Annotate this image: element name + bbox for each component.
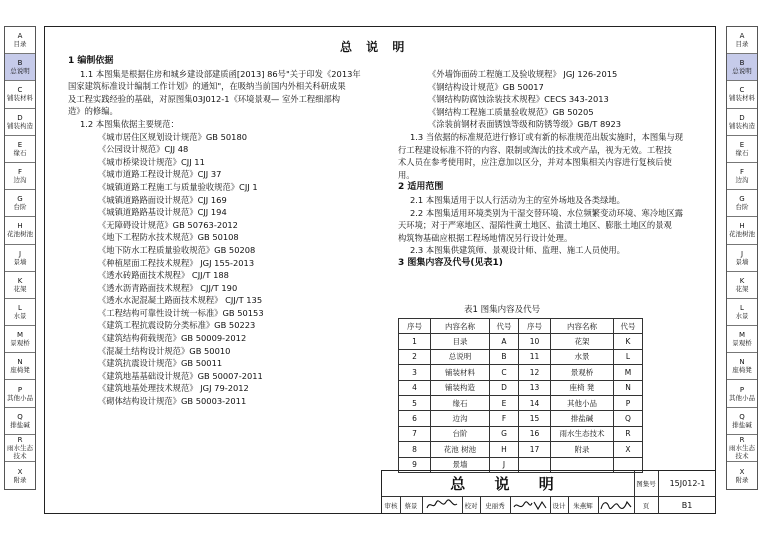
tab-label: 景墙 xyxy=(13,257,27,266)
standard-reference: 《城市道路工程设计规范》CJJ 37 xyxy=(98,169,222,180)
drawing-name: 总 说 明 xyxy=(382,471,635,497)
review-label: 审核 xyxy=(382,496,401,514)
column-header: 代号 xyxy=(490,319,519,334)
left-tab-e[interactable] xyxy=(5,136,35,163)
column-header: 代号 xyxy=(614,319,643,334)
page-label: 页 xyxy=(634,496,659,514)
tab-letter: H xyxy=(739,222,745,231)
tab-label: 台阶 xyxy=(735,203,749,212)
tab-label: 总说明 xyxy=(10,67,30,76)
table-cell: 17 xyxy=(519,442,551,457)
tab-letter: C xyxy=(739,86,745,95)
left-tab-l[interactable] xyxy=(5,299,35,326)
standard-reference: 《地下防水工程质量验收规范》GB 50208 xyxy=(98,244,256,255)
tab-label: 铺装构造 xyxy=(729,121,755,130)
table-row xyxy=(399,395,643,410)
tab-label: 雨水生态技术 xyxy=(7,443,33,460)
tab-letter: B xyxy=(17,59,23,68)
paragraph-line: 国家建筑标准设计编制工作计划》的通知"，在吸纳当前国内外相关科研成果 xyxy=(68,81,346,92)
table-cell: 5 xyxy=(399,395,431,410)
atlas-number-label: 图集号 xyxy=(634,471,659,497)
tab-label: 景观桥 xyxy=(732,339,752,348)
tab-letter: G xyxy=(739,195,745,204)
left-text-column xyxy=(68,55,361,408)
tab-letter: X xyxy=(17,467,23,476)
table-cell: P xyxy=(614,395,643,410)
tab-label: 缘石 xyxy=(13,148,27,157)
tab-label: 铺装材料 xyxy=(7,94,33,103)
right-tab-c[interactable] xyxy=(727,81,757,108)
tab-label: 花架 xyxy=(13,284,27,293)
table-cell: J xyxy=(490,457,519,472)
standard-reference: 《建筑结构荷载规范》GB 50009-2012 xyxy=(98,333,247,344)
table-cell: M xyxy=(614,365,643,380)
table-cell: 附录 xyxy=(551,442,614,457)
tab-label: 总说明 xyxy=(732,67,752,76)
tab-label: 缘石 xyxy=(735,148,749,157)
tab-label: 目录 xyxy=(13,40,27,49)
table-row xyxy=(399,442,643,457)
right-tab-p[interactable] xyxy=(727,380,757,407)
paragraph-line: 造》的修编。 xyxy=(68,106,118,117)
table-cell: 4 xyxy=(399,380,431,395)
table-cell: B xyxy=(490,349,519,364)
right-tab-e[interactable] xyxy=(727,136,757,163)
standard-reference: 《城市桥梁设计规范》CJJ 11 xyxy=(98,156,205,167)
tab-letter: F xyxy=(739,168,745,177)
table-cell: 15 xyxy=(519,411,551,426)
section-heading: 1 编制依据 xyxy=(68,56,114,66)
tab-label: 台阶 xyxy=(13,203,27,212)
review-signature-scribble xyxy=(424,498,460,512)
standard-reference: 《公园设计规范》CJJ 48 xyxy=(98,144,189,155)
standard-reference: 《城镇道路路基设计规范》CJJ 194 xyxy=(98,207,227,218)
table-cell: 12 xyxy=(519,365,551,380)
table-row xyxy=(399,334,643,349)
left-tab-b[interactable] xyxy=(5,54,35,81)
left-tab-j[interactable] xyxy=(5,245,35,272)
tab-letter: R xyxy=(17,435,23,444)
review-signature xyxy=(422,496,463,514)
left-tab-c[interactable] xyxy=(5,81,35,108)
paragraph-line: 1.1 本图集是根据住房和城乡建设部建质函[2013] 86号"关于印发《2013年 xyxy=(80,68,361,79)
left-tab-r[interactable] xyxy=(5,435,35,462)
paragraph-line: 用。 xyxy=(398,169,415,180)
paragraph-line: 2.2 本图集适用环境类别为干湿交替环境、水位频繁变动环境、寒冷地区露 xyxy=(410,207,684,218)
tab-letter: N xyxy=(17,358,23,367)
tab-letter: H xyxy=(17,222,23,231)
standard-reference: 《涂装前钢材表面锈蚀等级和防锈等级》GB/T 8923 xyxy=(428,119,622,130)
table-cell: K xyxy=(614,334,643,349)
standard-reference: 《外墙饰面砖工程施工及验收规程》 JGJ 126-2015 xyxy=(428,69,618,79)
tab-letter: N xyxy=(739,358,745,367)
table-cell: 花架 xyxy=(551,334,614,349)
column-header: 内容名称 xyxy=(551,319,614,334)
standard-reference: 《工程结构可靠性设计统一标准》GB 50153 xyxy=(98,307,264,318)
right-tab-a[interactable] xyxy=(727,27,757,54)
section-heading: 2 适用范围 xyxy=(398,182,444,193)
right-tab-g[interactable] xyxy=(727,190,757,217)
tab-letter: D xyxy=(17,113,23,122)
tab-letter: Q xyxy=(17,412,23,421)
tab-letter: G xyxy=(17,195,23,204)
design-name: 朱燕辉 xyxy=(568,496,599,514)
right-tab-x[interactable] xyxy=(727,462,757,489)
table-cell: 座椅 凳 xyxy=(551,380,614,395)
table-cell: L xyxy=(614,349,643,364)
standard-reference: 《砌体结构设计规范》GB 50003-2011 xyxy=(98,396,247,407)
table-title: 表1 图集内容及代号 xyxy=(464,305,541,315)
left-tab-f[interactable] xyxy=(5,163,35,190)
tab-label: 排盐碱 xyxy=(732,420,752,429)
table-row xyxy=(399,349,643,364)
tab-letter: L xyxy=(740,303,744,312)
tab-label: 座椅凳 xyxy=(732,366,752,375)
right-tab-r[interactable] xyxy=(727,435,757,462)
paragraph-line: 构筑物基础应根据工程场地情况另行设计处理。 xyxy=(398,232,573,243)
tab-letter: R xyxy=(739,435,745,444)
standard-reference: 《城镇道路工程施工与质量验收规范》CJJ 1 xyxy=(98,181,258,192)
tab-label: 水景 xyxy=(735,311,749,320)
table-cell: 7 xyxy=(399,426,431,441)
tab-letter: C xyxy=(17,86,23,95)
right-text-column xyxy=(398,68,683,270)
tab-letter: E xyxy=(17,140,23,149)
standard-reference: 《钢结构设计规范》GB 50017 xyxy=(428,81,544,92)
table-cell: X xyxy=(614,442,643,457)
table-cell: 台阶 xyxy=(431,426,490,441)
table-cell: 雨水生态技术 xyxy=(551,426,614,441)
tab-letter: D xyxy=(739,113,745,122)
tab-label: 雨水生态技术 xyxy=(729,443,755,460)
table-cell: 景观桥 xyxy=(551,365,614,380)
tab-label: 附录 xyxy=(735,475,749,484)
table-row xyxy=(399,411,643,426)
table-header-row xyxy=(399,319,643,334)
column-header: 序号 xyxy=(399,319,431,334)
tab-letter: K xyxy=(739,276,745,285)
table-cell: 边沟 xyxy=(431,411,490,426)
table-cell: 13 xyxy=(519,380,551,395)
table-cell: 3 xyxy=(399,365,431,380)
design-label: 设计 xyxy=(550,496,569,514)
paragraph-line: 1.2 本图集依据主要规范： xyxy=(80,118,179,129)
paragraph-line: 及工程实践经验的基础，对原图集03J012-1《环境景观— 室外工程细部构 xyxy=(68,93,341,104)
table-cell: R xyxy=(614,426,643,441)
tab-label: 铺装材料 xyxy=(729,94,755,103)
page-title: 总 说 明 xyxy=(340,40,410,54)
right-tab-q[interactable] xyxy=(727,408,757,435)
table-cell: N xyxy=(614,380,643,395)
left-tab-h[interactable] xyxy=(5,217,35,244)
table-cell: C xyxy=(490,365,519,380)
tab-label: 铺装构造 xyxy=(7,121,33,130)
tab-letter: A xyxy=(17,32,23,41)
right-tab-m[interactable] xyxy=(727,326,757,353)
tab-label: 水景 xyxy=(13,311,27,320)
tab-letter: E xyxy=(739,140,745,149)
table-cell: 8 xyxy=(399,442,431,457)
left-tab-x[interactable] xyxy=(5,462,35,489)
standard-reference: 《无障碍设计规范》GB 50763-2012 xyxy=(98,219,238,230)
standard-reference: 《建筑地基处理技术规范》 JGJ 79-2012 xyxy=(98,383,249,394)
tab-label: 花架 xyxy=(735,284,749,293)
table-cell: 11 xyxy=(519,349,551,364)
table-row xyxy=(399,426,643,441)
table-cell: 景墙 xyxy=(431,457,490,472)
left-section-index xyxy=(4,26,36,490)
table-cell: 10 xyxy=(519,334,551,349)
tab-label: 目录 xyxy=(735,40,749,49)
paragraph-line: 术人员在参考使用时，应注意加以区分，并对本图集相关内容进行复核后使 xyxy=(398,157,672,168)
right-tab-k[interactable] xyxy=(727,272,757,299)
standard-reference: 《建筑地基基础设计规范》GB 50007-2011 xyxy=(98,370,263,381)
table-cell: A xyxy=(490,334,519,349)
table-cell: D xyxy=(490,380,519,395)
tab-label: 花池树池 xyxy=(7,230,33,239)
tab-label: 景观桥 xyxy=(10,339,30,348)
table-cell: 花池 树池 xyxy=(431,442,490,457)
right-tab-l[interactable] xyxy=(727,299,757,326)
contents-table xyxy=(398,318,643,473)
table-cell: H xyxy=(490,442,519,457)
column-header: 内容名称 xyxy=(431,319,490,334)
left-tab-p[interactable] xyxy=(5,380,35,407)
atlas-number: 15J012-1 xyxy=(659,471,716,497)
review-name: 蔡景 xyxy=(400,496,423,514)
table-cell: 水景 xyxy=(551,349,614,364)
tab-letter: P xyxy=(739,385,745,394)
check-signature-scribble xyxy=(512,498,548,512)
table-cell: 铺装构造 xyxy=(431,380,490,395)
standard-reference: 《透水水泥混凝土路面技术规程》 CJJ/T 135 xyxy=(98,295,263,306)
standard-reference: 《钢结构防腐蚀涂装技术规程》CECS 343-2013 xyxy=(428,94,609,105)
standard-reference: 《种植屋面工程技术规程》 JGJ 155-2013 xyxy=(98,257,255,268)
tab-label: 其他小品 xyxy=(729,393,755,402)
paragraph-line: 2.1 本图集适用于以人行活动为主的室外场地及各类绿地。 xyxy=(410,194,625,205)
standard-reference: 《城市居住区规划设计规范》GB 50180 xyxy=(98,131,248,142)
left-tab-n[interactable] xyxy=(5,353,35,380)
check-signature xyxy=(510,496,551,514)
table-cell: 总说明 xyxy=(431,349,490,364)
left-tab-m[interactable] xyxy=(5,326,35,353)
tab-letter: Q xyxy=(739,412,745,421)
tab-letter: K xyxy=(17,276,23,285)
table-cell: 铺装材料 xyxy=(431,365,490,380)
standard-reference: 《城镇道路路面设计规范》CJJ 169 xyxy=(98,194,227,205)
column-header: 序号 xyxy=(519,319,551,334)
paragraph-line: 天环境；对于严寒地区、湿陷性黄土地区、盐渍土地区、膨胀土地区的景观 xyxy=(398,220,672,231)
tab-letter: M xyxy=(738,331,746,340)
signature-row xyxy=(382,496,716,514)
table-cell: 其他小品 xyxy=(551,395,614,410)
table-row xyxy=(399,365,643,380)
table-cell: 目录 xyxy=(431,334,490,349)
left-tab-d[interactable] xyxy=(5,109,35,136)
tab-label: 其他小品 xyxy=(7,393,33,402)
title-block xyxy=(381,470,716,514)
standard-reference: 《钢结构工程施工质量验收规范》GB 50205 xyxy=(428,106,594,117)
right-tab-f[interactable] xyxy=(727,163,757,190)
table-cell: 14 xyxy=(519,395,551,410)
tab-letter: J xyxy=(18,249,22,258)
tab-label: 座椅凳 xyxy=(10,366,30,375)
standard-reference: 《建筑工程抗震设防分类标准》GB 50223 xyxy=(98,320,256,331)
table-cell: 排盐碱 xyxy=(551,411,614,426)
tab-letter: M xyxy=(16,331,24,340)
tab-label: 排盐碱 xyxy=(10,420,30,429)
check-label: 校对 xyxy=(462,496,481,514)
design-signature xyxy=(598,496,635,514)
left-tab-a[interactable] xyxy=(5,27,35,54)
tab-letter: A xyxy=(739,32,745,41)
table-cell: Q xyxy=(614,411,643,426)
standard-reference: 《混凝土结构设计规范》GB 50010 xyxy=(98,345,231,356)
table-cell: G xyxy=(490,426,519,441)
right-tab-d[interactable] xyxy=(727,109,757,136)
left-tab-k[interactable] xyxy=(5,272,35,299)
standard-reference: 《透水砖路面技术规程》 CJJ/T 188 xyxy=(98,270,229,281)
table-row xyxy=(399,380,643,395)
table-cell: 6 xyxy=(399,411,431,426)
table-cell: 1 xyxy=(399,334,431,349)
check-name: 史丽秀 xyxy=(480,496,511,514)
table-cell: F xyxy=(490,411,519,426)
paragraph-line: 1.3 当依据的标准规范进行修订或有新的标准规范出版实施时，本图集与现 xyxy=(410,131,684,142)
right-tab-h[interactable] xyxy=(727,217,757,244)
page-number: B1 xyxy=(681,500,693,510)
right-tab-b[interactable] xyxy=(727,54,757,81)
paragraph-line: 2.3 本图集供建筑师、景观设计师、监理、施工人员使用。 xyxy=(410,245,625,256)
tab-label: 景墙 xyxy=(735,257,749,266)
standard-reference: 《地下工程防水技术规范》GB 50108 xyxy=(98,232,239,243)
design-signature-scribble xyxy=(599,498,633,512)
left-tab-q[interactable] xyxy=(5,408,35,435)
paragraph-line: 行工程建设标准不符的内容、限制或淘汰的技术或产品，视为无效。工程技 xyxy=(398,144,672,155)
tab-letter: J xyxy=(740,249,744,258)
right-section-index xyxy=(726,26,758,490)
table-cell: 16 xyxy=(519,426,551,441)
tab-letter: L xyxy=(18,303,22,312)
left-tab-g[interactable] xyxy=(5,190,35,217)
tab-label: 边沟 xyxy=(735,176,749,185)
tab-label: 附录 xyxy=(13,475,27,484)
tab-letter: F xyxy=(17,168,23,177)
section-heading: 3 图集内容及代号(见表1) xyxy=(398,257,503,268)
standard-reference: 《建筑抗震设计规范》GB 50011 xyxy=(98,358,223,369)
tab-label: 花池树池 xyxy=(729,230,755,239)
right-tab-j[interactable] xyxy=(727,245,757,272)
table-cell: E xyxy=(490,395,519,410)
tab-letter: X xyxy=(739,467,745,476)
standard-reference: 《透水沥青路面技术规程》 CJJ/T 190 xyxy=(98,282,238,293)
tab-letter: B xyxy=(739,59,745,68)
table-cell: 2 xyxy=(399,349,431,364)
table-cell: 缘石 xyxy=(431,395,490,410)
tab-label: 边沟 xyxy=(13,176,27,185)
tab-letter: P xyxy=(17,385,23,394)
right-tab-n[interactable] xyxy=(727,353,757,380)
table-cell: 9 xyxy=(399,457,431,472)
